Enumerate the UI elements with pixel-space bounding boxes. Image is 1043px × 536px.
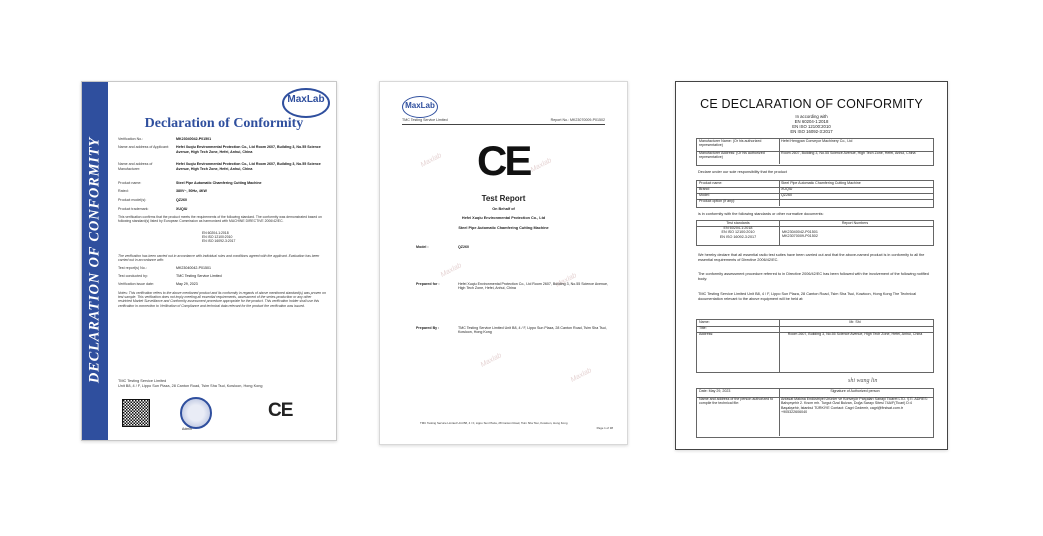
signature: shi wang lin xyxy=(848,378,878,384)
ce-mark: CE xyxy=(477,137,530,184)
footer: TMC Testing Service Limited Unit B8, 4 / F, Lippo Sun Plaza, 28 Canton Road, Tsim Sha Tsui, Kowloon, Hong Kong xyxy=(420,421,568,425)
declare-line: Declare under our sole responsibility that the product xyxy=(698,170,787,174)
band-title: DECLARATION OF CONFORMITY xyxy=(86,136,103,384)
standards-table: Test standards Report Numbers EN 60204-1:2018 EN ISO 12100:2010 EN ISO 16092-3:2017 MK23040042-P01501 MK23070009-P01502 xyxy=(696,220,934,246)
notes-text: Notes: This verification refers to the above mentioned product and its conformity in regards of above mentioned standard(s) was proven on test sample. This verification does not imply meeting all essential requirements, assessment of the series-production or any other restricted Market Surveillance and Conformity assessment procedure appropriate for the product. This verification holder shall use this verification in connection to Verification of Compliance and technical data relevant for the product the verification was issued. xyxy=(118,291,326,308)
procedure-paragraph: The conformity assessment procedure referred to in Directive 2006/42/EC has been followed with the involvement of the following notified body: xyxy=(698,272,929,281)
manufacturer-table: Manufacturer Name: (Or his authorized representative) Hefei Hengyan Conveyor Machinery Co., Ltd Manufacturer Address: (Or his authorized representative) Room 2607, Building 3, No.55 Science Avenue, High Tech Zone, Hefei, Anhui, China xyxy=(696,138,934,166)
issuer-address: Unit B8, 4 / F, Lippo Sun Plaza, 28 Canton Road, Tsim Sha Tsui, Kowloon, Hong Kong xyxy=(118,384,263,388)
assessment-text: The verification has been carried out in accordance with individual rules and conditions agreed with the applicant. Evaluation has been carried out in accordance with: xyxy=(118,254,320,263)
declaration-paragraph: We hereby declare that all essential radio test suites have been carried out and that the above-named product is in conformity to all the essential requirements of Directive 2006/42/EC. xyxy=(698,253,925,262)
qr-code xyxy=(122,399,150,427)
product-name: Steel Pipe Automatic Chamfering Cutting Machine xyxy=(458,226,549,230)
declaration-document[interactable]: DECLARATION OF CONFORMITY MaxLab Declaration of Conformity Verification No.: MK23040042-P01501 Name and address of Applicant: Hefei Xuqiu Environmental Protection Co., Ltd Room 2607, Building 3, No.55 Science Avenue, High Tech Zone, Hefei, Anhui, China Name and address of Manufacturer: Hefei Xuqiu Environmental Protection Co., Ltd Room 2607, Building 3, No.55 Science Avenue, High Tech Zone, Hefei, Anhui, China Product name: Steel Pipe Automatic Chamfering Cutting Machine Rated: 380V~, 50Hz, 4KW Product model(s): QZ260 Product trademark: XUQIU This verification confirms that the product meets the requirements of the following standard. The conformity was demonstrated based on following standard(s) listed by European Commission as harmonized with MACHINE DIRECTIVE 2006/42/EC. EN 60204-1:2018 EN ISO 12100:2010 EN ISO 16092-3:2017 The verification has been carried out in accordance with individual rules and conditions agreed with the applicant. Evaluation has been carried out in accordance with: Test report(s) No.: MK23040042-P01501 Test conducted by: TMC Testing Service Limited Verification issue date: May 29, 2023 Notes: This verification refers to the above mentioned product and its conformity in regards of above mentioned standard(s) was proven on test sample. This verification does not imply meeting all essential requirements, assessment of the series-production or any other restricted Market Surveillance and Conformity assessment procedure appropriate for the product. This verification holder shall use this verification in connection to Verification of Compliance and technical data relevant for the product the verification was issued. TMC Testing Service Limited Unit B8, 4 / F, Lippo Sun Plaza, 28 Canton Road, Tsim Sha Tsui, Kowloon, Hong Kong Admin CE xyxy=(81,81,337,441)
side-band xyxy=(82,82,108,440)
watermark: Maxlab xyxy=(419,152,443,169)
ce-declaration-document[interactable] xyxy=(675,81,948,450)
report-number: Report No.: MK23070009-P01502 xyxy=(550,118,605,122)
document-title: CE DECLARATION OF CONFORMITY xyxy=(700,97,923,111)
ce-mark: CE xyxy=(268,400,293,421)
product-table: Product name: Steel Pipe Automatic Chamfering Cutting Machine Brand: XUQIU Model: QZ260 Product option (if any): xyxy=(696,180,934,208)
on-behalf: On Behalf of xyxy=(492,207,515,211)
page-number: Page 1 of 38 xyxy=(596,426,613,430)
watermark: Maxlab xyxy=(529,157,553,174)
document-title: Declaration of Conformity xyxy=(144,116,304,131)
maxlab-logo: MaxLab xyxy=(282,88,330,118)
watermark: Maxlab xyxy=(479,352,503,369)
watermark: Maxlab xyxy=(569,367,593,384)
according-standards: In according with EN 60204-1:2018 EN ISO 12100:2010 EN ISO 16092-3:2017 xyxy=(790,114,833,134)
watermark: Maxlab xyxy=(439,262,463,279)
watermark: Maxlab xyxy=(554,272,578,289)
report-title: Test Report xyxy=(481,194,526,203)
certification-seal xyxy=(180,397,212,429)
confirmation-text: This verification confirms that the product meets the requirements of the following standard. The conformity was demonstrated based on following standard(s) listed by European Commission as harmonized with MACHINE DIRECTIVE 2006/42/EC. xyxy=(118,215,322,224)
seal-caption: Admin xyxy=(182,427,192,431)
header-divider xyxy=(402,124,605,125)
issuer-name: TMC Testing Service Limited xyxy=(118,379,167,383)
standards-list: EN 60204-1:2018 EN ISO 12100:2010 EN ISO 16092-3:2017 xyxy=(202,231,236,244)
test-report-document[interactable]: Maxlab Maxlab Maxlab Maxlab Maxlab Maxlab MaxLab TMC Testing Service Limited Report No.: MK23070009-P01502 CE Test Report On Behalf of Hefei Xuqiu Environmental Protection Co., Ltd Steel Pipe Automatic Chamfering Cutting Machine Model : QZ260 Prepared for : Hefei Xuqiu Environmental Protection Co., Ltd Room 2607, Building 3, No.55 Science Avenue, High Tech Zone, Hefei, Anhui, China Prepared By : TMC Testing Service Limited Unit B8, 4 / F, Lippo Sun Plaza, 28 Canton Road, Tsim Sha Tsui, Kowloon, Hong Kong TMC Testing Service Limited Unit B8, 4 / F, Lippo Sun Plaza, 28 Canton Road, Tsim Sha Tsui, Kowloon, Hong Kong Page 1 of 38 xyxy=(379,81,628,445)
maxlab-logo: MaxLab xyxy=(402,96,438,118)
company-name: Hefei Xuqiu Environmental Protection Co., Ltd xyxy=(461,216,546,220)
header-company: TMC Testing Service Limited xyxy=(402,118,448,122)
contact-table: Name: Mr. Shi Title: Address: Room 2607, Building 3, No.55 Science Avenue, High Tech Zone, Hefei, Anhui, China xyxy=(696,319,934,373)
representative-table: Date: May 29, 2023 Signature of Authorized person Name and address of the person authorized to compile the technical file: Anfasat Makina Endüstriyel Ürünler ve Konveyör Parçaları Sanayi Ticaret LTD. ŞTİ. ADRES: Bahçeşehir 2. Kısım mh. Turgut Özal Bulvarı, Doğa Sarayı Sitesi 74A/F(Ticari) D:4 Başakşehir, İstanbul TÜRKİYE Contact: Cagri Ozdemir, cagri@firstsat.com.tr +905322606040 xyxy=(696,388,934,438)
conformity-line: is in conformity with the following standards or other normative documents: xyxy=(698,212,824,216)
notified-body-paragraph: TMC Testing Service Limited Unit B8, 4 / F, Lippo Sun Plaza, 28 Canton Road, Tsim Sha Tsui, Kowloon, Hong Kong The Technical documentation relevant to the above equipment will be held at: xyxy=(698,292,917,301)
